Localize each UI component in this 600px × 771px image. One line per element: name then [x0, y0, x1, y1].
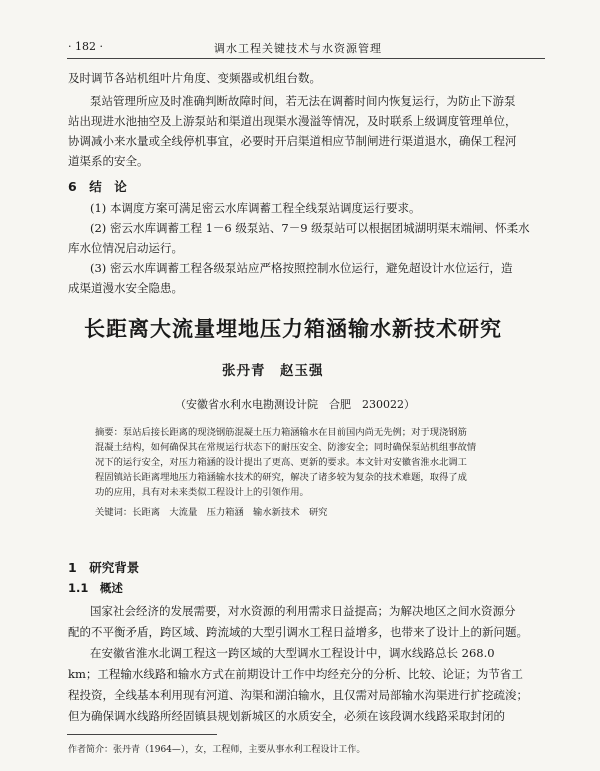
body-line: 国家社会经济的发展需要，对水资源的利用需求日益提高；为解决地区之间水资源分	[90, 604, 516, 618]
abstract-line: 摘要：泵站后接长距离的现浇钢筋混凝土压力箱涵输水在目前国内尚无先例；对于现浇钢筋	[95, 427, 467, 438]
prev-para2-line: 泵站管理所应及时准确判断故障时间，若无法在调蓄时间内恢复运行，为防止下游泵	[90, 94, 516, 108]
abstract-line: 况下的运行安全，对压力箱涵的设计提出了更高、更新的要求。本文针对安徽省淮水北调工	[95, 457, 467, 468]
subsection-heading: 1.1 概述	[68, 581, 123, 595]
header-rule	[67, 58, 545, 59]
body-line: km；工程输水线路和输水方式在前期设计工作中均经充分的分析、比较、论证；为节省工	[68, 667, 523, 681]
abstract-line: 混凝土结构，如何确保其在常规运行状态下的耐压安全、防渗安全；同时确保泵站机组事故情	[95, 442, 477, 453]
section-heading: 1 研究背景	[68, 560, 140, 575]
conclusion-item: (1) 本调度方案可满足密云水库调蓄工程全线泵站调度运行要求。	[90, 201, 421, 215]
body-line: 配的不平衡矛盾，跨区域、跨流域的大型引调水工程日益增多，也带来了设计上的新问题。	[68, 625, 528, 639]
prev-para2-line: 站出现进水池抽空及上游泵站和渠道出现渠水漫溢等情况，及时联系上级调度管理单位，	[68, 114, 517, 128]
conclusion-item: (2) 密云水库调蓄工程 1－6 级泵站、7－9 级泵站可以根据团城湖明渠末端闸、怀柔水	[90, 221, 530, 235]
page-number: · 182 ·	[68, 40, 103, 53]
body-line: 程投资，全线基本利用现有河道、沟渠和湖泊输水，且仅需对局部输水沟渠进行扩挖疏浚；	[68, 688, 528, 702]
keywords: 关键词：长距离 大流量 压力箱涵 输水新技术 研究	[95, 507, 328, 518]
body-line: 在安徽省淮水北调工程这一跨区域的大型调水工程设计中，调水线路总长 268.0	[90, 646, 495, 660]
prev-para1-line: 及时调节各站机组叶片角度、变频器或机组台数。	[68, 71, 321, 85]
article-title: 长距离大流量埋地压力箱涵输水新技术研究	[84, 317, 502, 341]
conclusion-item: 成渠道漫水安全隐患。	[68, 281, 183, 295]
prev-para2-line: 协调减小来水量或全线停机事宜，必要时开启渠道相应节制闸进行渠道退水，确保工程河	[68, 134, 517, 148]
body-line: 但为确保调水线路所经固镇县规划新城区的水质安全，必须在该段调水线路采取封闭的	[68, 709, 505, 723]
footnote-rule	[67, 734, 217, 735]
abstract-line: 功的应用，具有对未来类似工程设计上的引领作用。	[95, 487, 309, 498]
footnote: 作者简介：张丹青（1964—），女，工程师，主要从事水利工程设计工作。	[68, 745, 366, 755]
conclusion-item: (3) 密云水库调蓄工程各级泵站应严格按照控制水位运行，避免超设计水位运行，造	[90, 261, 513, 275]
conclusion-heading: 6 结 论	[68, 179, 127, 194]
abstract-line: 程固镇站长距离埋地压力箱涵输水技术的研究，解决了诸多较为复杂的技术难题，取得了成	[95, 472, 467, 483]
article-affiliation: （安徽省水利水电勘测设计院 合肥 230022）	[175, 398, 415, 411]
conclusion-item: 库水位情况启动运行。	[68, 241, 183, 255]
prev-para2-line: 道渠系的安全。	[68, 154, 149, 168]
article-authors: 张丹青 赵玉强	[222, 363, 324, 379]
journal-title: 调水工程关键技术与水资源管理	[214, 42, 382, 55]
